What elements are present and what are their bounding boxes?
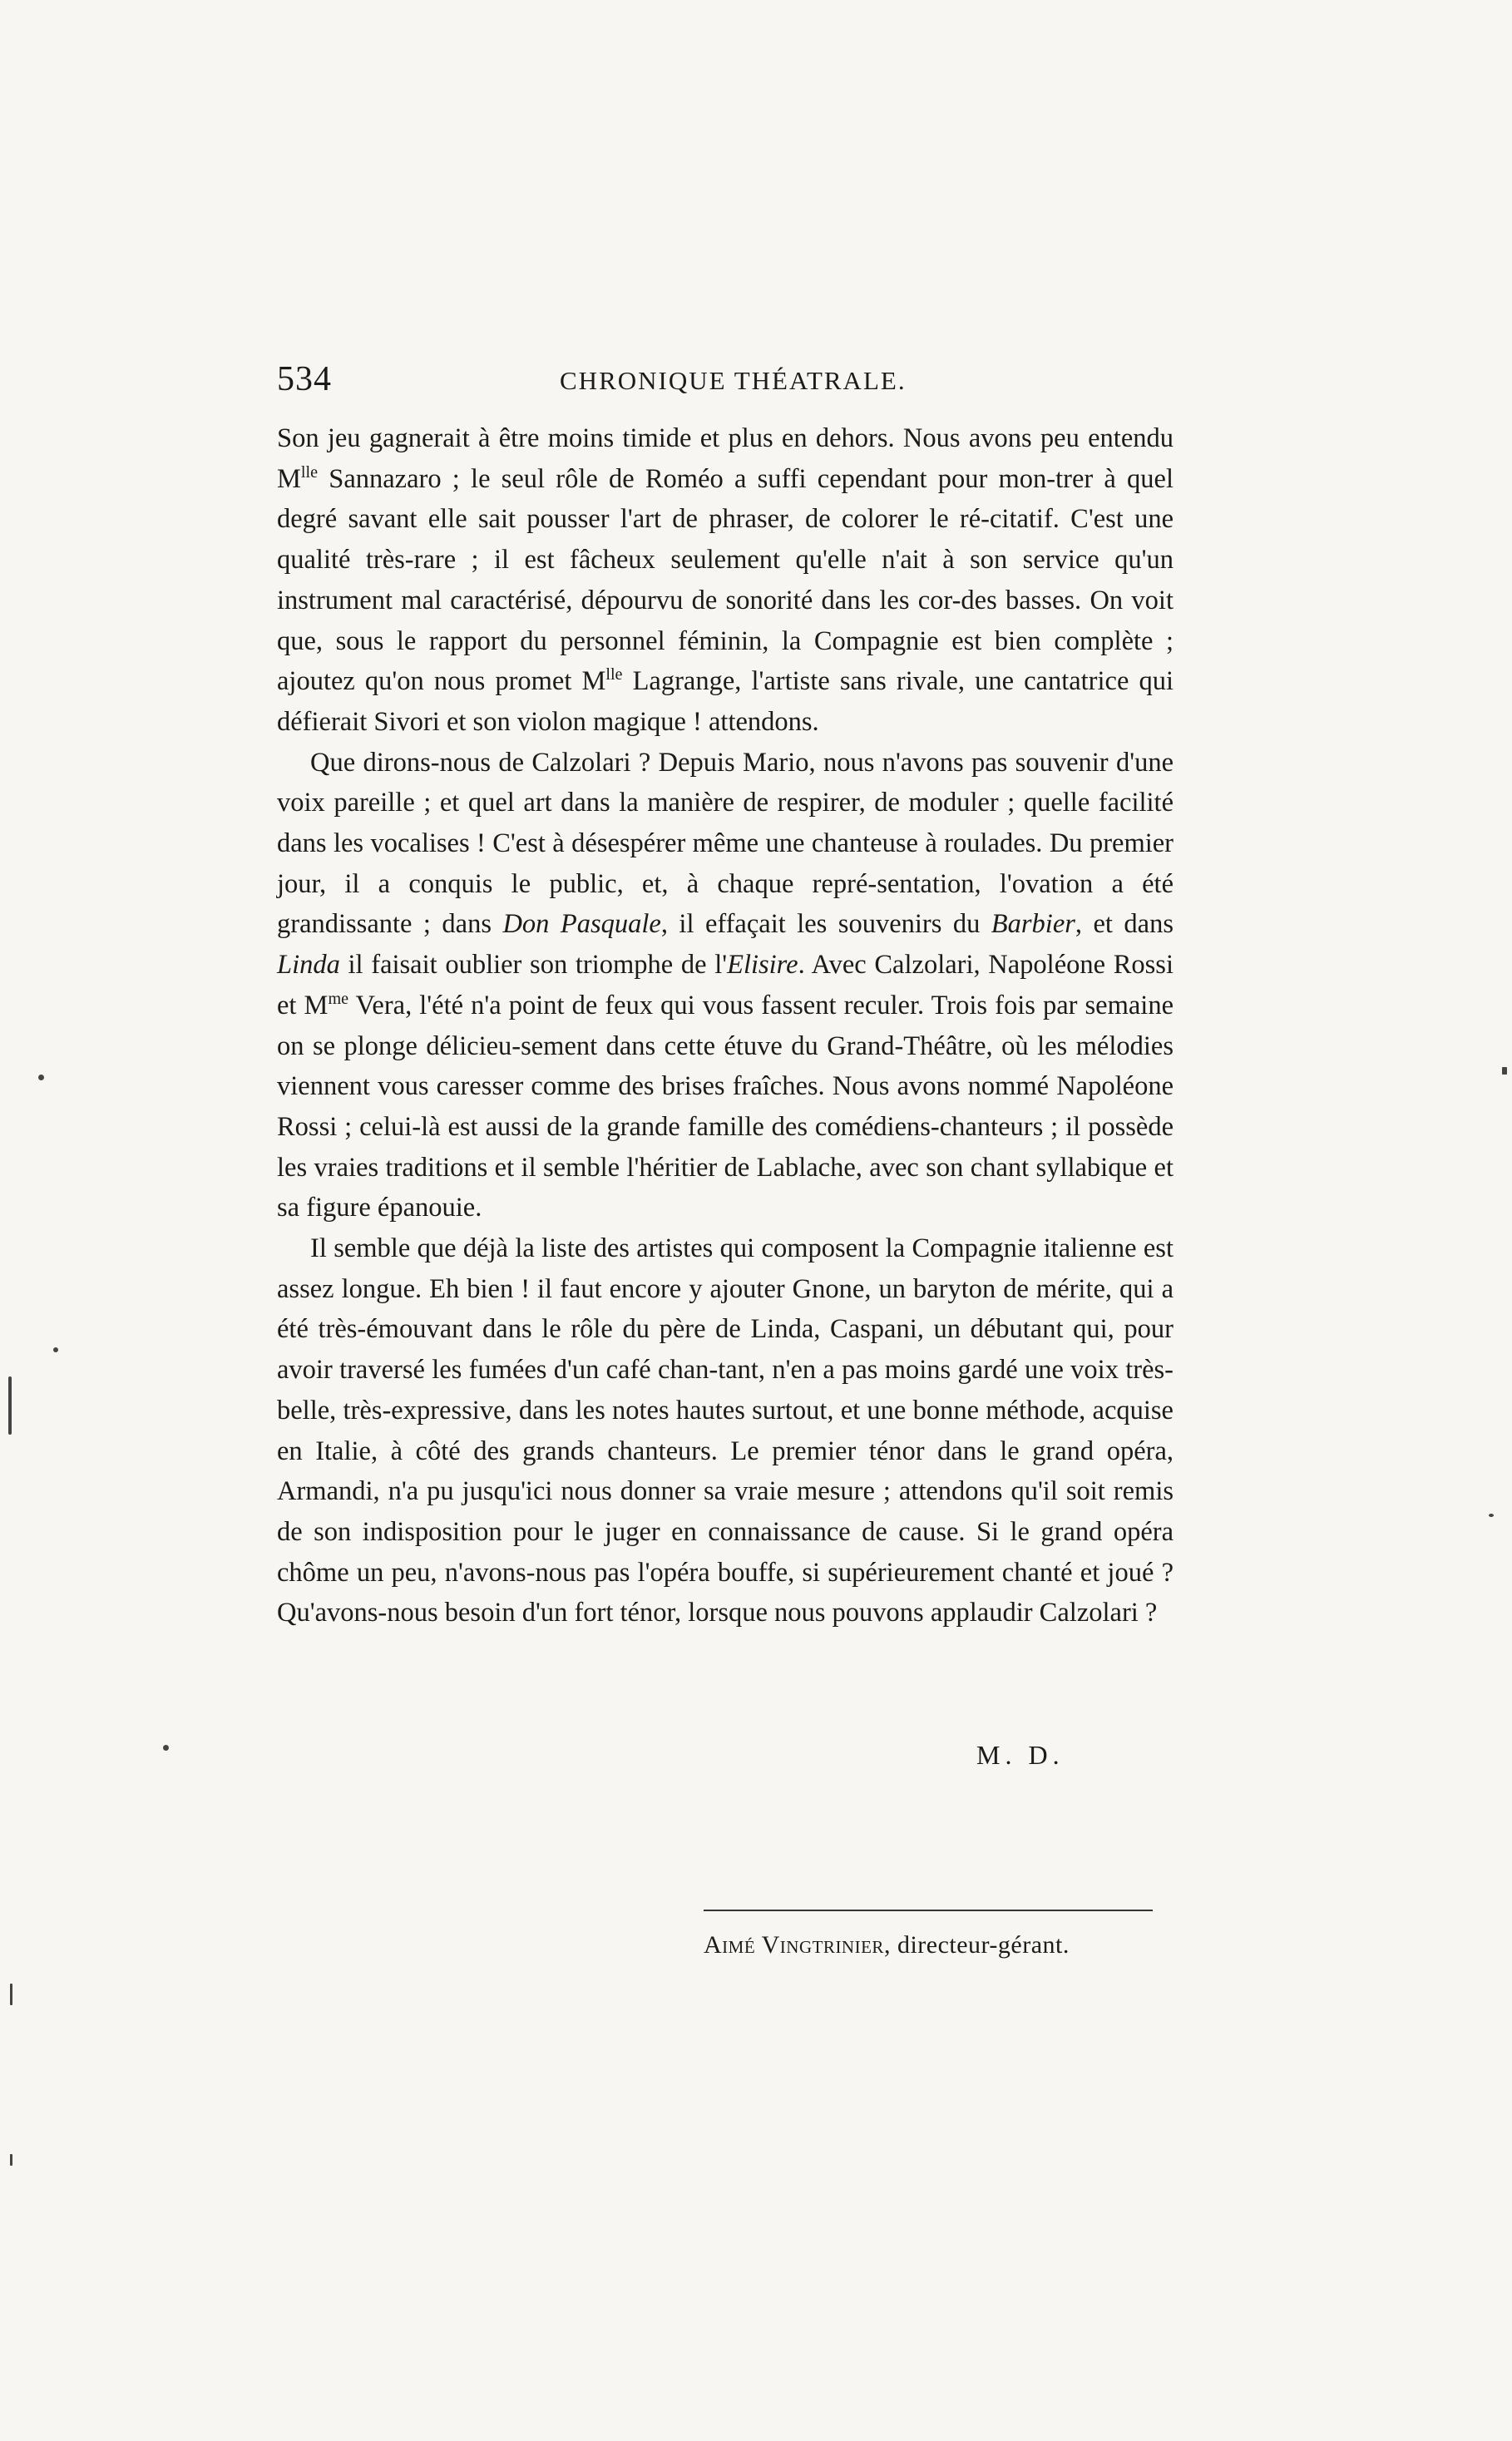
imprint-rule	[704, 1910, 1153, 1911]
italic-title: Linda	[277, 950, 340, 981]
paragraph	[277, 418, 1174, 743]
page-header	[277, 359, 1175, 409]
scan-speck	[163, 1745, 169, 1751]
superscript: lle	[605, 665, 623, 684]
page-number: 534	[277, 360, 332, 398]
text-run: Sannazaro ; le seul rôle de Roméo a suffi cependant pour mon-trer à quel degré savant elle sait pousser l'art de phraser, de colorer le ré-citatif. C'est une qualité très-rare ; il est fâcheux seulement qu'elle n'ait à son service qu'un instrument mal caractérisé, dépourvu de sonorité dans les cor-des basses. On voit que, sous le rapport du personnel féminin, la Compagnie est bien complète ; ajoutez qu'on nous promet M	[277, 463, 1174, 697]
text-run: . Avec Calzolari, Napoléone Rossi et M	[277, 950, 1174, 1020]
article-body	[277, 418, 1174, 1633]
scan-speck	[8, 1376, 12, 1435]
imprint-line	[704, 1931, 1070, 1959]
text-run: Lagrange, l'artiste sans rivale, une cantatrice qui défierait Sivori et son violon magique ! attendons.	[277, 666, 1174, 737]
author-signature: M. D.	[976, 1740, 1065, 1770]
italic-title: Barbier	[991, 909, 1075, 940]
scan-speck	[1502, 1067, 1507, 1075]
text-run: Il semble que déjà la liste des artistes qui composent la Compagnie italienne est assez longue. Eh bien ! il faut encore y ajouter Gnone, un baryton de mérite, qui a été très-émouvant dans le rôle du père de Linda, Caspani, un débutant qui, pour avoir traversé les fumées d'un café chan-tant, n'en a pas moins gardé une voix très-belle, très-expressive, dans les notes hautes surtout, et une bonne méthode, acquise en Italie, à côté des grands chanteurs. Le premier ténor dans le grand opéra, Armandi, n'a pu jusqu'ici nous donner sa vraie mesure ; attendons qu'il soit remis de son indisposition pour le juger en connaissance de cause. Si le grand opéra chôme un peu, n'avons-nous pas l'opéra bouffe, si supérieurement chanté et joué ? Qu'avons-nous besoin d'un fort ténor, lorsque nous pouvons applaudir Calzolari ?	[277, 1233, 1174, 1628]
italic-title: Elisire	[727, 950, 798, 981]
scan-speck	[53, 1347, 58, 1352]
superscript: me	[328, 990, 349, 1009]
text-run: , il effaçait les souvenirs du	[660, 909, 991, 940]
text-run: Que dirons-nous de Calzolari ? Depuis Mario, nous n'avons pas souvenir d'une voix pareille ; et quel art dans la manière de respirer, de moduler ; quelle facilité dans les vocalises ! C'est à désespérer même une chanteuse à roulades. Du premier jour, il a conquis le public, et, à chaque repré-sentation, l'ovation a été grandissante ; dans	[277, 747, 1174, 940]
imprint-role: , directeur-gérant.	[883, 1931, 1070, 1959]
scan-speck	[38, 1075, 44, 1080]
scan-speck	[1489, 1514, 1494, 1517]
text-run: , et dans	[1075, 909, 1174, 940]
running-title: CHRONIQUE THÉATRALE.	[560, 366, 907, 395]
italic-title: Don Pasquale	[502, 909, 661, 940]
paragraph	[277, 1228, 1174, 1633]
text-run: Vera, l'été n'a point de feux qui vous fassent reculer. Trois fois par semaine on se plonge délicieu-sement dans cette étuve du Grand-Théâtre, où les mélodies viennent vous caresser comme des brises fraîches. Nous avons nommé Napoléone Rossi ; celui-là est aussi de la grande famille des comédiens-chanteurs ; il possède les vraies traditions et il semble l'héritier de Lablache, avec son chant syllabique et sa figure épanouie.	[277, 990, 1174, 1223]
scan-speck	[10, 1984, 12, 2005]
imprint-name: Aimé Vingtrinier	[704, 1931, 884, 1959]
text-run: Son jeu gagnerait à être moins timide et plus en dehors. Nous avons peu entendu M	[277, 423, 1174, 494]
scan-speck	[10, 2154, 12, 2166]
paragraph	[277, 743, 1174, 1228]
superscript: lle	[300, 462, 319, 482]
text-run: il faisait oublier son triomphe de l'	[339, 950, 728, 981]
